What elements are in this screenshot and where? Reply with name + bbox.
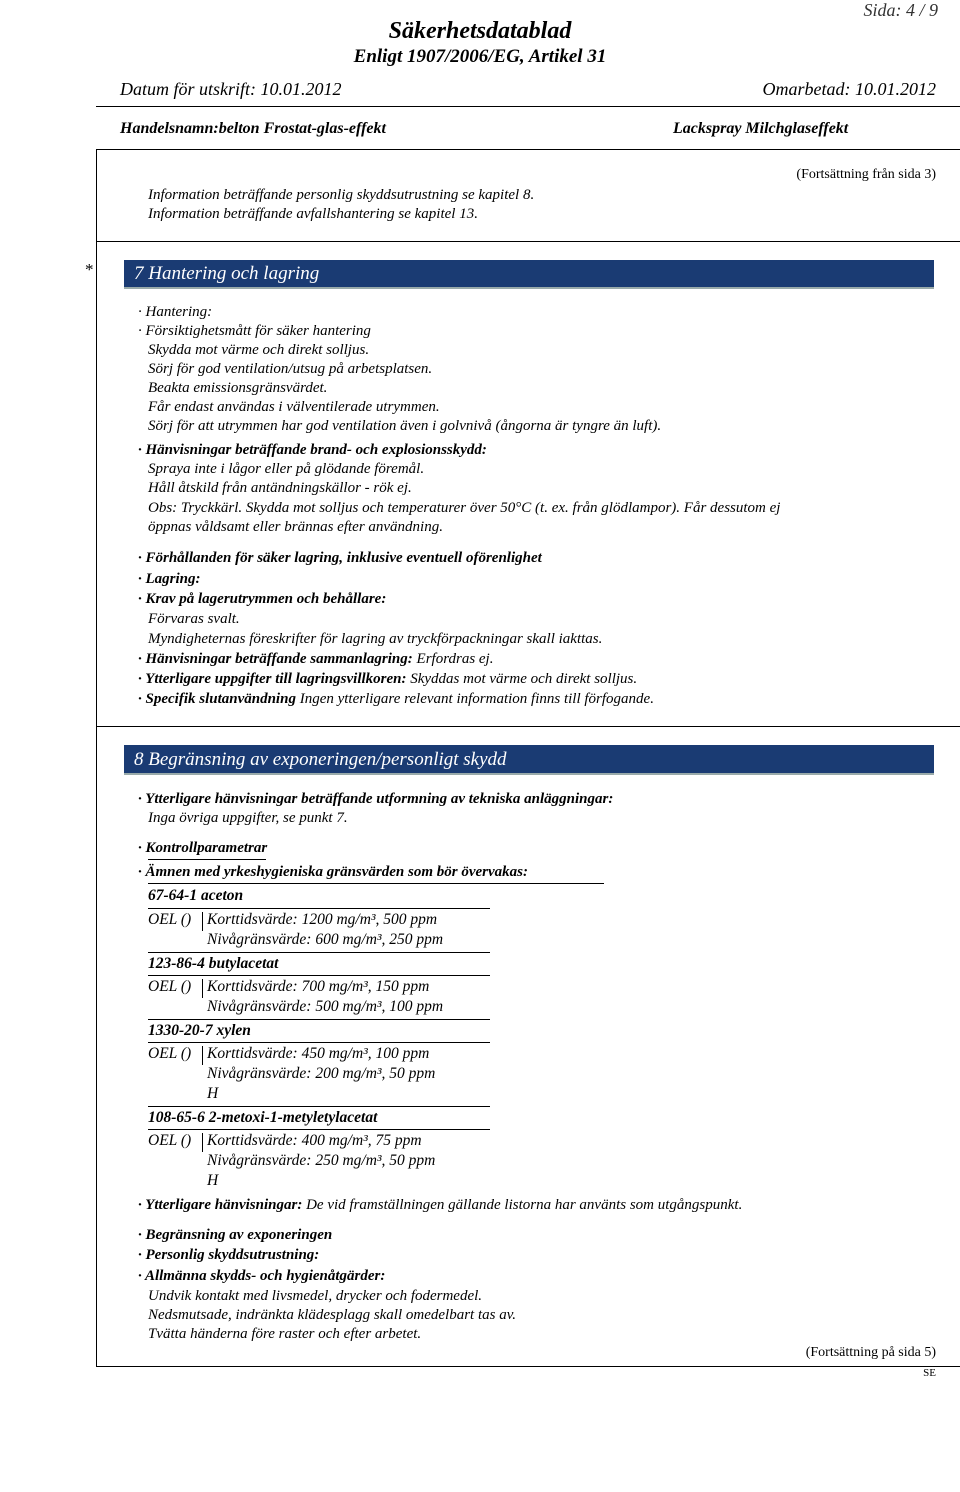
further-storage-label: · Ytterligare uppgifter till lagringsvillkoren: bbox=[138, 671, 407, 687]
continued-from: (Fortsättning från sida 3) bbox=[796, 167, 936, 182]
oel-value: Korttidsvärde: 700 mg/m³, 150 ppm bbox=[207, 978, 430, 995]
document-subtitle: Enligt 1907/2006/EG, Artikel 31 bbox=[353, 46, 607, 67]
oel-label: OEL () bbox=[148, 1045, 192, 1062]
section-8-header bbox=[124, 745, 934, 775]
substance-name: 108-65-6 2-metoxi-1-metyletylacetat bbox=[148, 1109, 378, 1126]
footer-divider bbox=[96, 1366, 960, 1367]
oel-value: Korttidsvärde: 1200 mg/m³, 500 ppm bbox=[207, 911, 438, 928]
requirement-line: Förvaras svalt. bbox=[148, 611, 240, 627]
hygiene-heading: · Allmänna skydds- och hygienåtgärder: bbox=[138, 1268, 386, 1284]
additional-notes-value: De vid framställningen gällande listorna har använts som utgångspunkt. bbox=[302, 1197, 743, 1213]
substances-heading: · Ämnen med yrkeshygieniska gränsvärden som bör övervakas: bbox=[138, 864, 528, 880]
additional-notes bbox=[138, 1196, 742, 1216]
fire-line: öppnas våldsamt eller brännas efter användning. bbox=[148, 519, 443, 535]
additional-notes-label: · Ytterligare hänvisningar: bbox=[138, 1197, 303, 1213]
oel-label: OEL () bbox=[148, 1132, 192, 1149]
substance-name: 1330-20-7 xylen bbox=[148, 1022, 251, 1039]
fire-line: Spraya inte i lågor eller på glödande föremål. bbox=[148, 461, 425, 477]
end-use-value: Ingen ytterligare relevant information finns till förfogande. bbox=[295, 691, 654, 707]
oel-bracket bbox=[202, 1046, 203, 1065]
end-use bbox=[138, 690, 654, 710]
continued-on: (Fortsättning på sida 5) bbox=[805, 1345, 936, 1360]
fire-heading: · Hänvisningar beträffande brand- och explosionsskydd: bbox=[138, 442, 487, 458]
precaution-line: Sörj för god ventilation/utsug på arbetsplatsen. bbox=[148, 361, 433, 377]
substance-name: 67-64-1 aceton bbox=[148, 887, 244, 904]
section-8-title: 8 Begränsning av exponeringen/personligt skydd bbox=[134, 749, 507, 770]
joint-storage bbox=[138, 650, 493, 670]
document-title: Säkerhetsdatablad bbox=[388, 18, 572, 44]
intro-line: Information beträffande avfallshantering se kapitel 13. bbox=[148, 206, 478, 222]
print-date: Datum för utskrift: 10.01.2012 bbox=[120, 79, 342, 99]
trade-name: Handelsnamn:belton Frostat-glas-effekt bbox=[120, 120, 386, 137]
oel-value: Korttidsvärde: 400 mg/m³, 75 ppm bbox=[207, 1132, 422, 1149]
precaution-line: Skydda mot värme och direkt solljus. bbox=[148, 342, 370, 358]
oel-value: Nivågränsvärde: 200 mg/m³, 50 ppm bbox=[207, 1065, 436, 1082]
substance-rule bbox=[148, 908, 490, 909]
storage-conditions-heading: · Förhållanden för säker lagring, inklusive eventuell oförenlighet bbox=[138, 550, 542, 566]
limitation-heading: · Begränsning av exponeringen bbox=[138, 1227, 333, 1243]
hygiene-line: Nedsmutsade, indränkta klädesplagg skall omedelbart tas av. bbox=[148, 1307, 517, 1323]
hygiene-line: Undvik kontakt med livsmedel, drycker och fodermedel. bbox=[148, 1288, 483, 1304]
page-number: Sida: 4 / 9 bbox=[863, 0, 938, 20]
substance-rule bbox=[148, 975, 490, 976]
end-use-label: · Specifik slutanvändning bbox=[138, 691, 296, 707]
precaution-line: Beakta emissionsgränsvärdet. bbox=[148, 380, 328, 396]
oel-value: Nivågränsvärde: 600 mg/m³, 250 ppm bbox=[207, 931, 444, 948]
joint-storage-label: · Hänvisningar beträffande sammanlagring: bbox=[138, 651, 413, 667]
oel-value: H bbox=[207, 1085, 219, 1102]
fire-line: Håll åtskild från antändningskällor - rök ej. bbox=[148, 480, 412, 496]
precaution-line: Får endast användas i välventilerade utrymmen. bbox=[148, 399, 440, 415]
control-heading: · Kontrollparametrar bbox=[138, 840, 268, 856]
oel-bracket bbox=[202, 912, 203, 931]
oel-value: H bbox=[207, 1172, 219, 1189]
handling-heading: · Hantering: bbox=[138, 304, 213, 320]
requirement-line: Myndigheternas föreskrifter för lagring av tryckförpackningar skall iakttas. bbox=[148, 631, 603, 647]
substance-rule bbox=[148, 952, 490, 953]
precaution-line: Sörj för att utrymmen har god ventilation även i golvnivå (ångorna är tyngre än luft). bbox=[148, 418, 662, 434]
further-storage bbox=[138, 670, 637, 690]
requirements-heading: · Krav på lagerutrymmen och behållare: bbox=[138, 591, 387, 607]
substance-rule bbox=[148, 1019, 490, 1020]
hygiene-line: Tvätta händerna före raster och efter arbetet. bbox=[148, 1326, 422, 1342]
oel-label: OEL () bbox=[148, 978, 192, 995]
substance-rule bbox=[148, 1106, 490, 1107]
tech-value: Inga övriga uppgifter, se punkt 7. bbox=[148, 810, 348, 826]
change-marker: * bbox=[85, 260, 94, 279]
section-7-title: 7 Hantering och lagring bbox=[134, 263, 320, 284]
section-7-header bbox=[124, 260, 934, 289]
ppe-heading: · Personlig skyddsutrustning: bbox=[138, 1247, 320, 1263]
heading-rule bbox=[148, 883, 604, 884]
tech-heading: · Ytterligare hänvisningar beträffande utformning av tekniska anläggningar: bbox=[138, 791, 614, 807]
oel-label: OEL () bbox=[148, 911, 192, 928]
revision-date: Omarbetad: 10.01.2012 bbox=[762, 79, 936, 99]
header-divider-2 bbox=[96, 149, 960, 150]
fire-line: Obs: Tryckkärl. Skydda mot solljus och temperaturer över 50°C (t. ex. från glödlampor). Får dessutom ej bbox=[148, 500, 781, 516]
page-frame-left bbox=[96, 149, 97, 1367]
product-alt-name: Lackspray Milchglaseffekt bbox=[673, 120, 849, 137]
further-storage-value: Skyddas mot värme och direkt solljus. bbox=[406, 671, 638, 687]
oel-value: Korttidsvärde: 450 mg/m³, 100 ppm bbox=[207, 1045, 430, 1062]
intro-line: Information beträffande personlig skyddsutrustning se kapitel 8. bbox=[148, 187, 535, 203]
storage-heading: · Lagring: bbox=[138, 571, 201, 587]
header-divider bbox=[96, 106, 960, 107]
oel-value: Nivågränsvärde: 500 mg/m³, 100 ppm bbox=[207, 998, 444, 1015]
heading-rule bbox=[148, 859, 266, 860]
language-code: SE bbox=[923, 1367, 936, 1379]
oel-value: Nivågränsvärde: 250 mg/m³, 50 ppm bbox=[207, 1152, 436, 1169]
precautions-heading: · Försiktighetsmått för säker hantering bbox=[138, 323, 371, 339]
joint-storage-value: Erfordras ej. bbox=[412, 651, 494, 667]
section-divider bbox=[96, 726, 960, 727]
substance-rule bbox=[148, 1042, 490, 1043]
substance-name: 123-86-4 butylacetat bbox=[148, 955, 279, 972]
section-divider bbox=[96, 241, 960, 242]
substance-rule bbox=[148, 1129, 490, 1130]
oel-bracket bbox=[202, 1133, 203, 1152]
oel-bracket bbox=[202, 979, 203, 998]
